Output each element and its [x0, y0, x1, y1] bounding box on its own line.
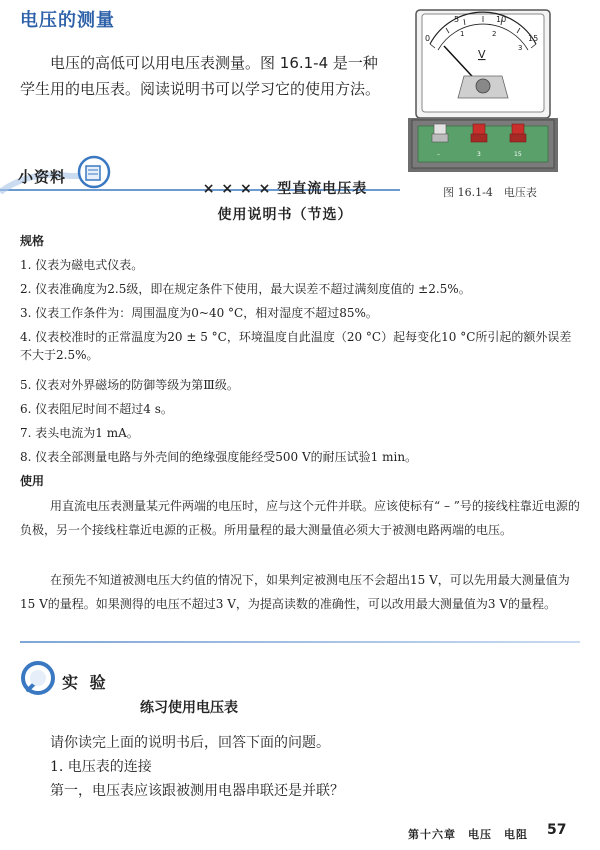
- scale-label-0: 0: [425, 34, 431, 43]
- section-title: 电压的测量: [20, 10, 115, 31]
- scale-label-15: 15: [528, 34, 539, 43]
- terminal-label-15: 15: [514, 151, 522, 158]
- usage-heading: 使用: [20, 474, 45, 488]
- inner-label-1: 1: [460, 30, 465, 38]
- experiment-icon: [20, 660, 56, 696]
- voltmeter-illustration: [408, 6, 558, 176]
- usage-paragraph-2: 在预先不知道被测电压大约值的情况下，如果判定被测电压不会超出15 V，可以先用最大测量值为15 V的量程。如果测得的电压不超过3 V，为提高读数的准确性，可以改用最大测量值为3 V的量程。: [20, 573, 570, 611]
- sidebar-label: 小资料: [18, 168, 67, 186]
- spec-item-5: 5. 仪表对外界磁场的防御等级为第Ⅲ级。: [20, 378, 239, 392]
- intro-paragraph: 电压的高低可以用电压表测量。图 16.1-4 是一种学生用的电压表。阅读说明书可以学习它的使用方法。: [20, 54, 381, 98]
- spec-item-4: 4. 仪表校准时的正常温度为20 ± 5 °C，环境温度自此温度（20 °C）起每变化10 °C所引起的额外误差不大于2.5%。: [20, 330, 572, 362]
- spec-item-8: 8. 仪表全部测量电路与外壳间的绝缘强度能经受500 V的耐压试验1 min。: [20, 450, 418, 464]
- page-number: 57: [547, 822, 567, 838]
- manual-title: × × × × 型直流电压表: [202, 181, 368, 197]
- section-divider: [20, 641, 580, 643]
- spec-item-3: 3. 仪表工作条件为：周围温度为0~40 °C，相对湿度不超过85%。: [20, 306, 378, 320]
- scale-label-5: 5: [454, 15, 460, 24]
- terminal-label-3: 3: [477, 151, 481, 158]
- question-1-heading: 1. 电压表的连接: [50, 759, 152, 775]
- usage-paragraph-1: 用直流电压表测量某元件两端的电压时，应与这个元件并联。应该使标有“ – ”号的接线柱靠近电源的负极，另一个接线柱靠近电源的正极。所用量程的最大测量值必须大于被测电路两端的电压。: [20, 499, 580, 537]
- experiment-label: 实 验: [62, 673, 109, 692]
- spec-item-7: 7. 表头电流为1 mA。: [20, 426, 139, 440]
- spec-heading: 规格: [20, 234, 45, 248]
- inner-label-3: 3: [518, 44, 523, 52]
- terminal-label-negative: –: [437, 151, 440, 158]
- footer-chapter: 第十六章 电压 电阻: [408, 828, 528, 841]
- spec-item-1: 1. 仪表为磁电式仪表。: [20, 258, 144, 272]
- experiment-instruction: 请你读完上面的说明书后，回答下面的问题。: [50, 735, 330, 751]
- spec-item-6: 6. 仪表阻尼时间不超过4 s。: [20, 402, 173, 416]
- unit-label: V: [478, 48, 486, 61]
- spec-item-2: 2. 仪表准确度为2.5级，即在规定条件下使用，最大误差不超过满刻度值的 ±2.5%。: [20, 282, 471, 296]
- scale-label-10: 10: [496, 15, 507, 24]
- inner-label-2: 2: [492, 30, 497, 38]
- question-1-text: 第一，电压表应该跟被测用电器串联还是并联？: [50, 783, 344, 799]
- manual-subtitle: 使用说明书（节选）: [217, 207, 353, 223]
- experiment-title: 练习使用电压表: [140, 700, 238, 716]
- figure-caption: 图 16.1-4 电压表: [443, 186, 537, 199]
